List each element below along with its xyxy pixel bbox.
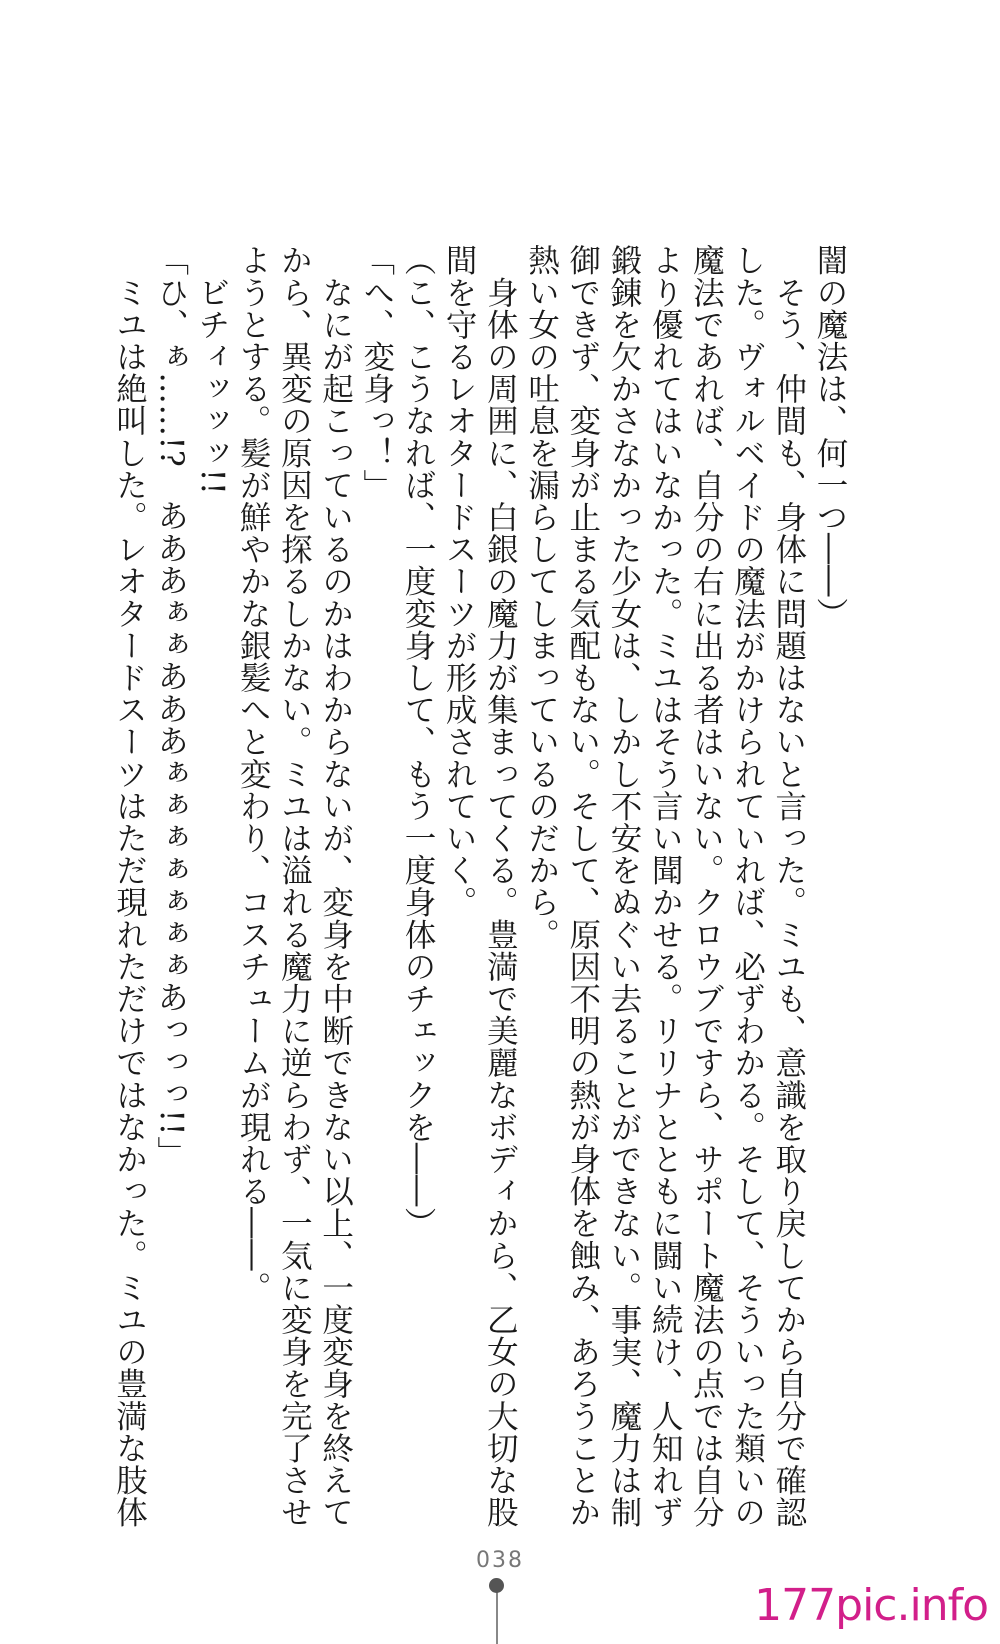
paragraph: 鍛錬を欠かさなかった少女は、しかし不安をぬぐい去ることができない。事実、魔力は制	[605, 244, 642, 1528]
paragraph: （こ、こうなれば、一度変身して、もう一度身体のチェックを――）	[399, 244, 436, 1240]
paragraph: した。ヴォルベイドの魔法がかけられていれば、必ずわかる。そして、そういった類いの	[729, 244, 766, 1528]
paragraph: ミユは絶叫した。レオタードスーツはただ現れただけではなかった。ミユの豊満な肢体	[111, 244, 148, 1528]
page-number: 038	[476, 1548, 524, 1573]
footer-dot-ornament	[489, 1578, 504, 1593]
paragraph: 身体の周囲に、白銀の魔力が集まってくる。豊満で美麗なボディから、乙女の大切な股	[482, 244, 519, 1528]
footer-line-ornament	[496, 1584, 498, 1644]
paragraph: より優れてはいなかった。ミユはそう言い聞かせる。リリナとともに闘い続け、人知れず	[647, 244, 684, 1528]
paragraph: 熱い女の吐息を漏らしてしまっているのだから。	[523, 244, 560, 951]
paragraph: から、異変の原因を探るしかない。ミユは溢れる魔力に逆らわず、一気に変身を完了させ	[276, 244, 313, 1528]
paragraph: そう、仲間も、身体に問題はないと言った。ミユも、意識を取り戻してから自分で確認	[770, 244, 807, 1528]
paragraph: なにが起こっているのかはわからないが、変身を中断できない以上、一度変身を終えて	[317, 244, 354, 1528]
paragraph: 魔法であれば、自分の右に出る者はいない。クロウブですら、サポート魔法の点では自分	[688, 244, 725, 1528]
paragraph: 「へ、変身っ！」	[358, 244, 395, 501]
paragraph: 闇の魔法は、何一つ――）	[812, 244, 848, 630]
paragraph: 御できず、変身が止まる気配もない。そして、原因不明の熱が身体を蝕み、あろうことか	[564, 244, 601, 1528]
vertical-text-body	[111, 244, 850, 1528]
paragraph: ビチィッッッ!!	[193, 244, 230, 496]
site-watermark: 177pic.info	[754, 1580, 988, 1631]
paragraph: ようとする。髪が鮮やかな銀髪へと変わり、コスチュームが現れる――。	[235, 244, 272, 1304]
paragraph: 「ひ、ぁ……!? あああぁぁあああぁぁぁぁぁぁぁあっっっ!!」	[152, 244, 189, 1168]
paragraph: 間を守るレオタードスーツが形成されていく。	[441, 244, 478, 919]
